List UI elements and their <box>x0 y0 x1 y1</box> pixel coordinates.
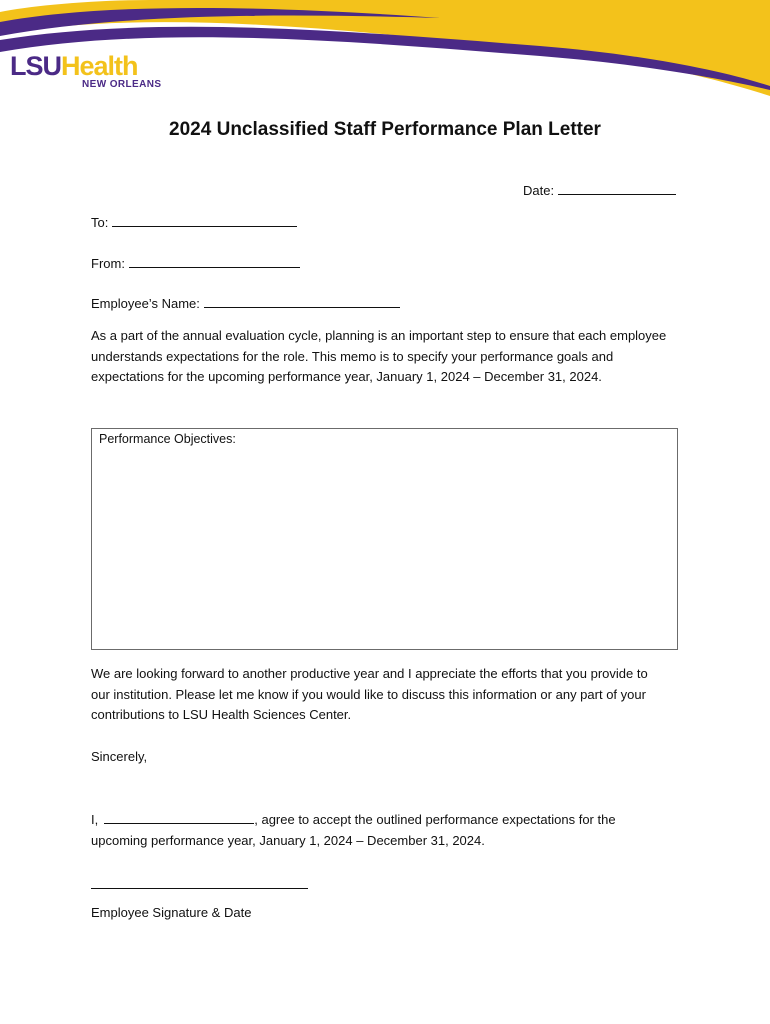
agreement-paragraph <box>91 809 661 851</box>
document-title: 2024 Unclassified Staff Performance Plan Letter <box>169 119 601 140</box>
signature-label: Employee Signature & Date <box>91 905 252 920</box>
signature-line[interactable] <box>91 888 308 889</box>
date-row <box>523 182 676 200</box>
agreement-prefix: I, <box>91 812 99 827</box>
from-label: From: <box>91 256 125 271</box>
to-field[interactable] <box>112 214 297 227</box>
agreement-text: , agree to accept the outlined performance expectations for the upcoming performance year, January 1, 2024 – December 31, 2024. <box>91 812 616 848</box>
agreement-name-field[interactable] <box>104 809 254 824</box>
employee-name-row <box>91 295 400 313</box>
to-label: To: <box>91 215 109 230</box>
performance-objectives-label: Performance Objectives: <box>99 432 236 446</box>
date-field[interactable] <box>558 182 676 195</box>
lsu-health-logo <box>10 52 160 92</box>
intro-paragraph: As a part of the annual evaluation cycle, planning is an important step to ensure that each employee understands expectations for the role. This memo is to specify your performance goals and expectations for the upcoming performance year, January 1, 2024 – December 31, 2024. <box>91 328 667 384</box>
performance-objectives-box[interactable] <box>91 428 678 650</box>
employee-name-label: Employee’s Name: <box>91 296 200 311</box>
sincerely-text: Sincerely, <box>91 749 148 764</box>
employee-name-field[interactable] <box>204 295 400 308</box>
logo-subtitle: NEW ORLEANS <box>82 79 162 90</box>
logo-lsu-text: LSU <box>10 51 61 81</box>
closing-paragraph: We are looking forward to another productive year and I appreciate the efforts that you provide to our institution. Please let me know if you would like to discuss this information or any part of your contributions to LSU Health Sciences Center. <box>91 666 648 722</box>
date-label: Date: <box>523 183 555 198</box>
to-row <box>91 214 297 232</box>
from-row <box>91 255 300 273</box>
from-field[interactable] <box>129 255 300 268</box>
logo-health-text: Health <box>61 51 138 81</box>
